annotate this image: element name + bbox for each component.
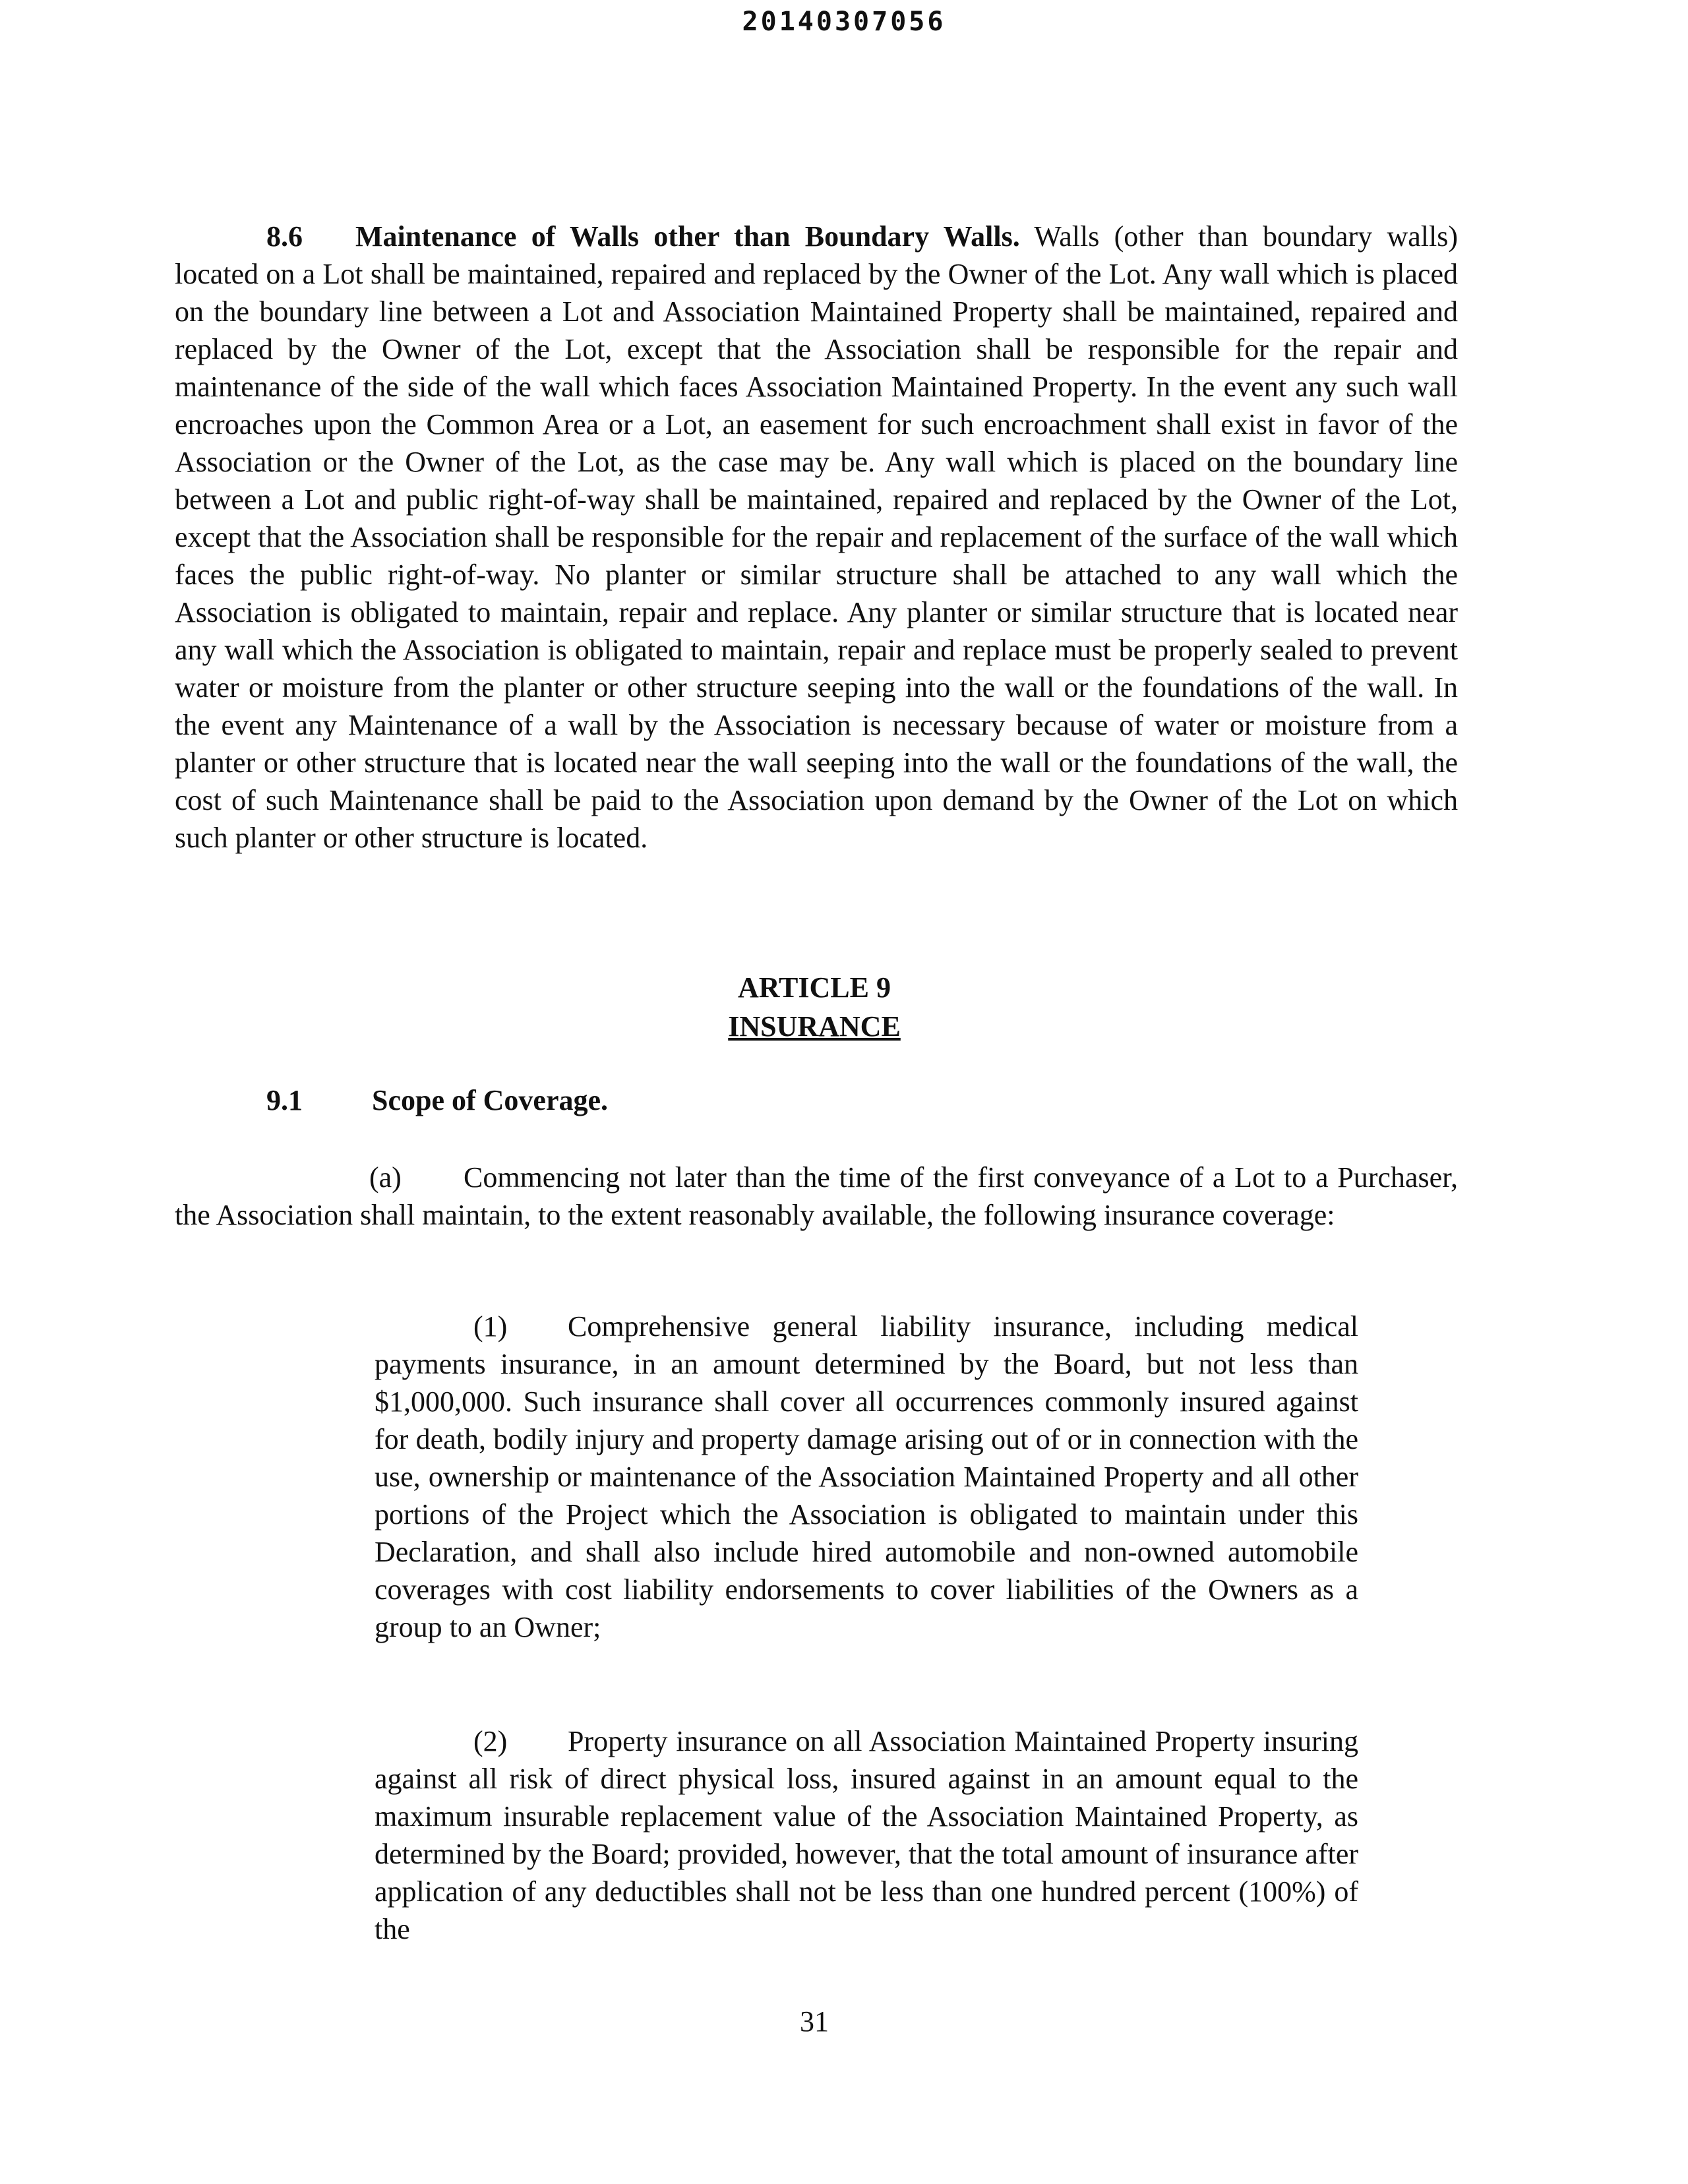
article-heading — [0, 968, 1629, 1046]
item-1 — [375, 1308, 1358, 1646]
page-number: 31 — [800, 2005, 829, 2038]
article-label: ARTICLE 9 — [738, 971, 891, 1004]
paragraph-a-label: (a) — [369, 1161, 402, 1194]
section-9-1-number: 9.1 — [266, 1084, 303, 1116]
item-2-text: Property insurance on all Association Maintained Property insuring against all risk of direct physical loss, insured against in an amount equal to the maximum insurable replacement value of the Association Maintained Property, as determined by the Board; provided, however, that the total amount of insurance after application of any deductibles shall not be less than one hundred percent (100%) of the — [375, 1725, 1358, 1945]
paragraph-a — [175, 1159, 1458, 1234]
section-8-6-text: Walls (other than boundary walls) located on a Lot shall be maintained, repaired and replaced by the Owner of the Lot. Any wall which is placed on the boundary line between a Lot and Association Maintained Property shall be maintained, repaired and replaced by the Owner of the Lot, except that the Association shall be responsible for the repair and maintenance of the side of the wall which faces Association Maintained Property. In the event any such wall encroaches upon the Common Area or a Lot, an easement for such encroachment shall exist in favor of the Association or the Owner of the Lot, as the case may be. Any wall which is placed on the boundary line between a Lot and public right-of-way shall be maintained, repaired and replaced by the Owner of the Lot, except that the Association shall be responsible for the repair and replacement of the surface of the wall which faces the public right-of-way. No planter or similar structure shall be attached to any wall which the Association is obligated to maintain, repair and replace. Any planter or similar structure that is located near any wall which the Association is obligated to maintain, repair and replace must be properly sealed to prevent water or moisture from the planter or other structure seeping into the wall or the foundations of the wall. In the event any Maintenance of a wall by the Association is necessary because of water or moisture from a planter or other structure that is located near the wall seeping into the wall or the foundations of the wall, the cost of such Maintenance shall be paid to the Association upon demand by the Owner of the Lot on which such planter or other structure is located. — [175, 220, 1458, 854]
article-title: INSURANCE — [728, 1010, 901, 1043]
item-2 — [375, 1722, 1358, 1948]
section-8-6 — [175, 218, 1458, 857]
item-2-label: (2) — [473, 1725, 508, 1757]
paragraph-a-text: Commencing not later than the time of the first conveyance of a Lot to a Purchaser, the Association shall maintain, to the extent reasonably available, the following insurance coverage: — [175, 1161, 1458, 1231]
section-9-1-title: Scope of Coverage. — [372, 1084, 609, 1116]
item-1-text: Comprehensive general liability insurance, including medical payments insurance, in an amount determined by the Board, but not less than $1,000,000. Such insurance shall cover all occurrences commonly insured against for death, bodily injury and property damage arising out of or in connection with the use, ownership or maintenance of the Association Maintained Property and all other portions of the Project which the Association is obligated to maintain under this Declaration, and shall also include hired automobile and non-owned automobile coverages with cost liability endorsements to cover liabilities of the Owners as a group to an Owner; — [375, 1310, 1358, 1643]
document-id: 20140307056 — [742, 7, 946, 37]
item-1-label: (1) — [473, 1310, 508, 1343]
section-8-6-heading: Maintenance of Walls other than Boundary Walls. — [355, 220, 1020, 253]
section-8-6-number: 8.6 — [266, 220, 303, 253]
section-9-1-heading — [266, 1083, 608, 1117]
